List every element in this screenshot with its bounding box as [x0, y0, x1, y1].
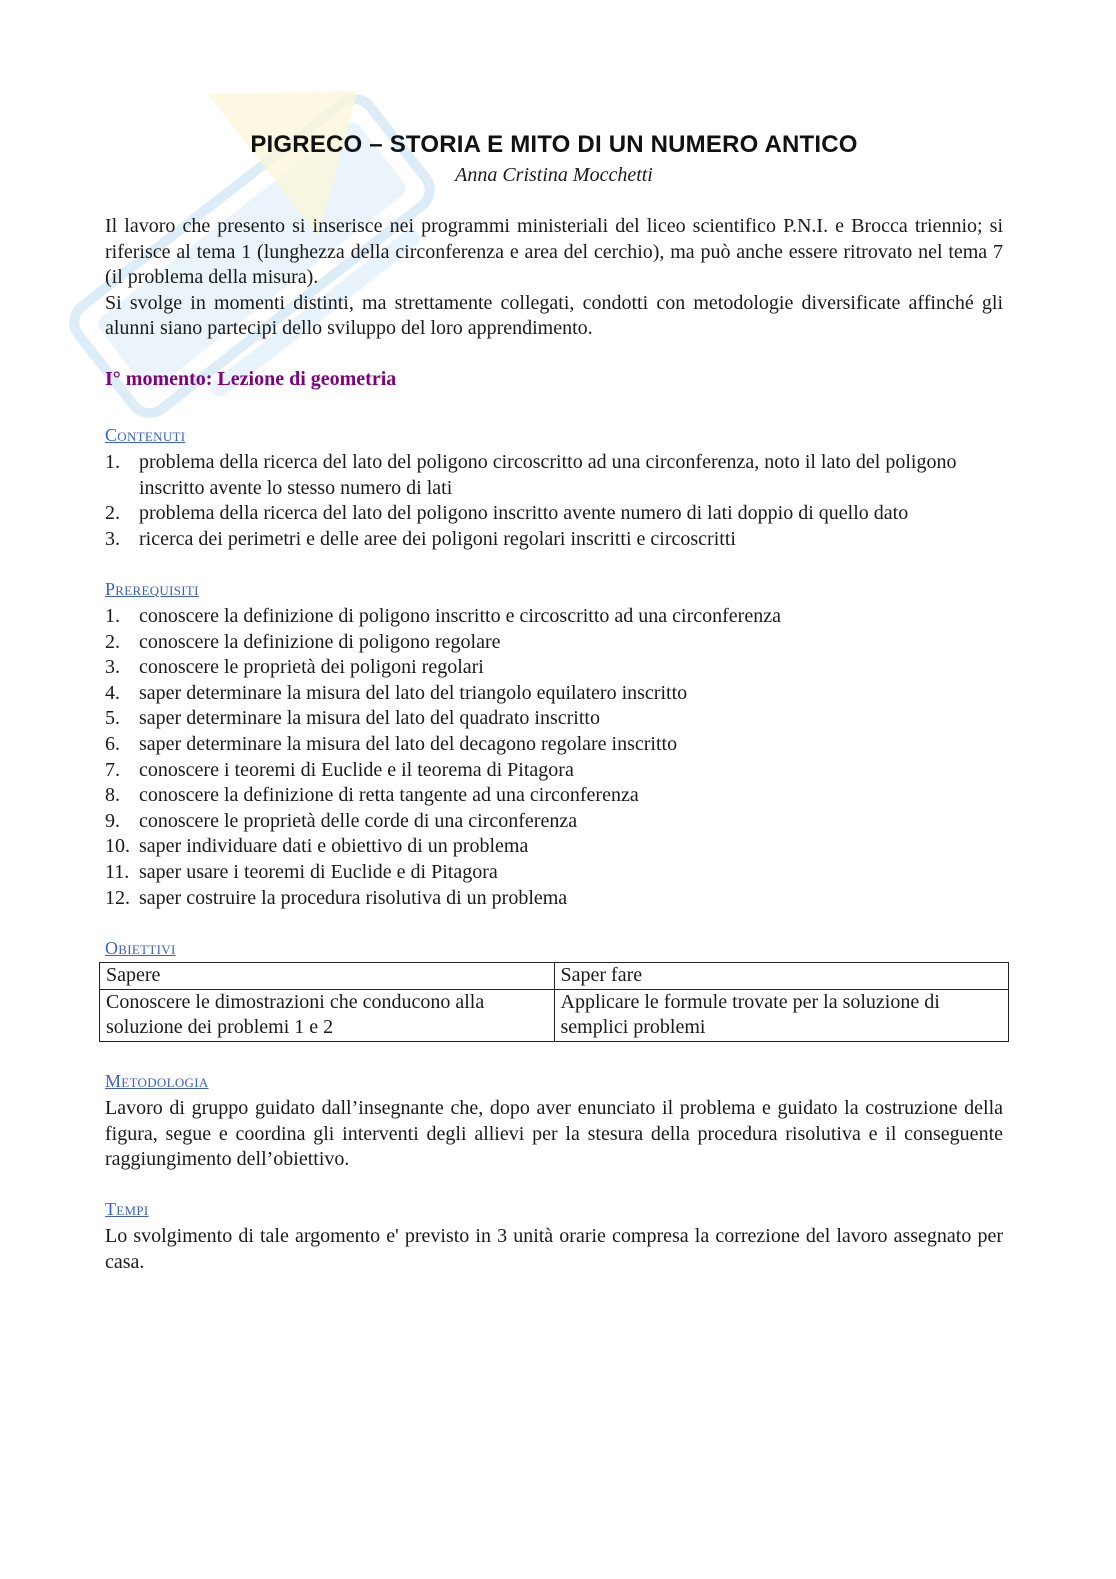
list-item-number: 1. [105, 605, 120, 627]
list-item-text: conoscere i teoremi di Euclide e il teorema di Pitagora [139, 758, 574, 781]
metodologia-heading: Metodologia [105, 1071, 209, 1091]
list-item [105, 604, 1003, 630]
list-item-text: saper usare i teoremi di Euclide e di Pitagora [139, 860, 498, 883]
list-item [105, 809, 1003, 835]
list-item-number: 5. [105, 707, 120, 730]
list-item-text: ricerca dei perimetri e delle aree dei poligoni regolari inscritti e circoscritti [139, 527, 736, 550]
table-cell: Applicare le formule trovate per la soluzione di semplici problemi [554, 989, 1009, 1041]
list-item [105, 630, 1003, 656]
section-heading: I° momento: Lezione di geometria [105, 368, 397, 390]
table-cell: Conoscere le dimostrazioni che conducono alla soluzione dei problemi 1 e 2 [100, 989, 555, 1041]
list-item-text: saper determinare la misura del lato del triangolo equilatero inscritto [139, 681, 688, 704]
tempi-text: Lo svolgimento di tale argomento e' previsto in 3 unità orarie compresa la correzione del lavoro assegnato per casa. [105, 1225, 1003, 1273]
list-item-text: saper costruire la procedura risolutiva di un problema [139, 886, 568, 909]
list-item-text: conoscere la definizione di poligono regolare [139, 630, 501, 653]
list-item [105, 655, 1003, 681]
list-item-number: 10. [105, 835, 130, 858]
intro-text [105, 214, 1003, 342]
list-item [105, 501, 1003, 527]
list-item-number: 3. [105, 527, 120, 550]
list-item-text: conoscere la definizione di retta tangente ad una circonferenza [139, 784, 639, 807]
list-item-text: saper determinare la misura del lato del quadrato inscritto [139, 707, 600, 730]
metodologia-text: Lavoro di gruppo guidato dall’insegnante che, dopo aver enunciato il problema e guidato la costruzione della figura, segue e coordina gli interventi degli allievi per la stesura della procedura risolutiva e il conseguente raggiungimento dell’obiettivo. [105, 1097, 1003, 1171]
list-item-text: conoscere le proprietà delle corde di una circonferenza [139, 809, 578, 832]
list-item-number: 6. [105, 732, 120, 755]
list-item-text: conoscere la definizione di poligono inscritto e circoscritto ad una circonferenza [139, 605, 781, 627]
list-item [105, 886, 1003, 912]
list-item-number: 1. [105, 451, 120, 473]
list-item [105, 527, 1003, 553]
table-header-cell: Sapere [100, 963, 555, 990]
list-item-number: 2. [105, 630, 120, 653]
table-row [100, 989, 1009, 1041]
list-item [105, 732, 1003, 758]
list-item-text: problema della ricerca del lato del poligono inscritto avente numero di lati doppio di quello dato [139, 502, 909, 525]
list-item-number: 8. [105, 784, 120, 807]
list-item [105, 834, 1003, 860]
document-author: Anna Cristina Mocchetti [455, 164, 653, 186]
list-item-text: saper determinare la misura del lato del decagono regolare inscritto [139, 732, 678, 755]
list-item-number: 3. [105, 656, 120, 679]
table-header-cell: Saper fare [554, 963, 1009, 990]
list-item-text: saper individuare dati e obiettivo di un problema [139, 835, 529, 858]
obiettivi-table [99, 962, 1009, 1042]
intro-paragraph: Il lavoro che presento si inserisce nei programmi ministeriali del liceo scientifico P.N.I. e Brocca triennio; si riferisce al tema 1 (lunghezza della circonferenza e area del cerchio), ma può anche essere ritrovato nel tema 7 (il problema della misura). [105, 215, 1003, 289]
list-item [105, 450, 1003, 501]
list-item-text: problema della ricerca del lato del poligono circoscritto ad una circonferenza, noto il lato del poligono inscritto avente lo stesso numero di lati [139, 451, 957, 499]
list-item-number: 9. [105, 809, 120, 832]
prerequisiti-list [105, 604, 1003, 911]
prerequisiti-heading: Prerequisiti [105, 579, 199, 599]
list-item-number: 2. [105, 502, 120, 525]
list-item-number: 11. [105, 860, 130, 883]
list-item [105, 783, 1003, 809]
list-item-number: 7. [105, 758, 120, 781]
list-item-number: 12. [105, 886, 130, 909]
obiettivi-heading: Obiettivi [105, 938, 176, 958]
list-item-number: 4. [105, 681, 120, 704]
list-item-text: conoscere le proprietà dei poligoni regolari [139, 656, 484, 679]
list-item [105, 706, 1003, 732]
list-item [105, 860, 1003, 886]
contenuti-list [105, 450, 1003, 552]
table-header-row [100, 963, 1009, 990]
intro-paragraph: Si svolge in momenti distinti, ma strettamente collegati, condotti con metodologie diversificate affinché gli alunni siano partecipi dello sviluppo del loro apprendimento. [105, 291, 1003, 340]
tempi-heading: Tempi [105, 1199, 149, 1219]
document-title: PIGRECO – STORIA E MITO DI UN NUMERO ANTICO [250, 131, 858, 158]
list-item [105, 758, 1003, 784]
list-item [105, 681, 1003, 707]
contenuti-heading: Contenuti [105, 425, 186, 445]
